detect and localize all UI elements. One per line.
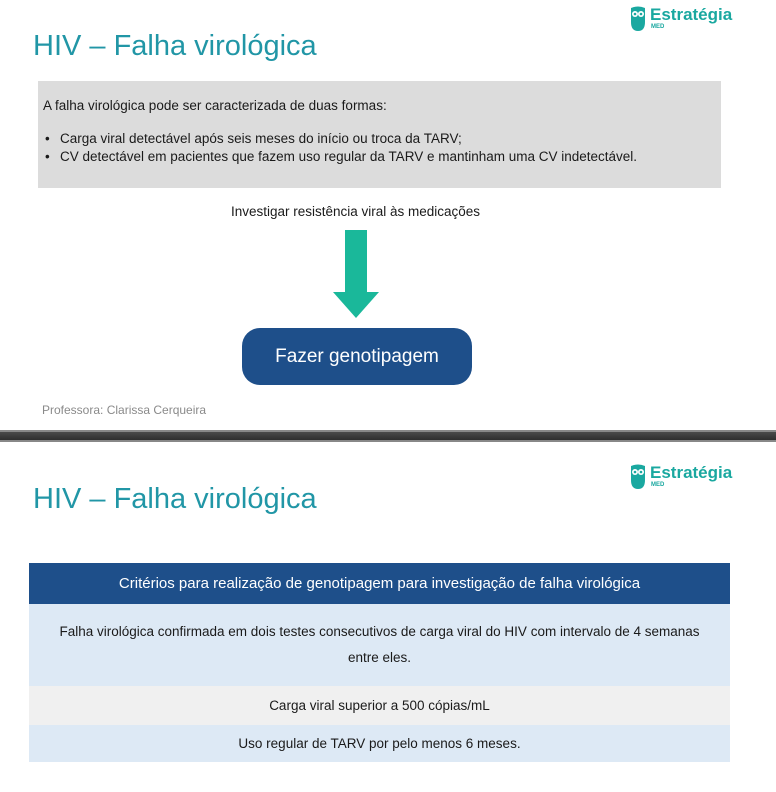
list-item: • CV detectável em pacientes que fazem uso regular da TARV e mantinham uma CV indetectável.: [43, 148, 715, 166]
owl-icon: [630, 464, 646, 490]
list-item: • Carga viral detectável após seis meses do início ou troca da TARV;: [43, 130, 715, 148]
table-cell: Uso regular de TARV por pelo menos 6 meses.: [29, 725, 730, 762]
arrow-down-icon: [333, 230, 379, 318]
logo-sub: MED: [651, 24, 665, 30]
professor-footer: Professora: Clarissa Cerqueira: [42, 403, 207, 417]
owl-icon: [630, 6, 646, 32]
table-row: [29, 604, 730, 686]
table-row: [29, 725, 730, 762]
definition-box: [38, 81, 721, 188]
criteria-table: [29, 563, 730, 762]
investigate-text: Investigar resistência viral às medicações: [230, 204, 481, 219]
intro-text: A falha virológica pode ser caracterizada de duas formas:: [43, 98, 387, 113]
table-row: [29, 686, 730, 725]
slide-2: [0, 442, 776, 792]
brand-logo: [630, 464, 732, 490]
genotyping-button[interactable]: Fazer genotipagem: [242, 328, 472, 385]
brand-logo: [630, 6, 732, 32]
criteria-list: [43, 130, 715, 166]
slide-title: HIV – Falha virológica: [33, 483, 317, 515]
slide-divider: [0, 430, 776, 442]
table-cell: Falha virológica confirmada em dois testes consecutivos de carga viral do HIV com intervalo de 4 semanas entre eles.: [29, 604, 730, 686]
table-header: Critérios para realização de genotipagem para investigação de falha virológica: [29, 563, 730, 604]
logo-name: Estratégia: [650, 463, 733, 482]
logo-name: Estratégia: [650, 5, 733, 24]
table-cell: Carga viral superior a 500 cópias/mL: [29, 686, 730, 725]
slide-title: HIV – Falha virológica: [33, 30, 317, 62]
logo-sub: MED: [651, 482, 665, 488]
